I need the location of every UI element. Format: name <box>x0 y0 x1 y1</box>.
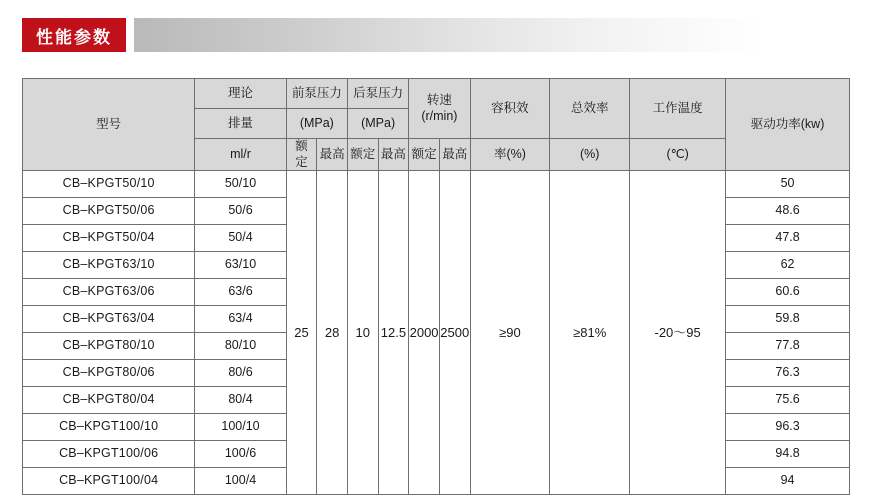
cell-model: CB–KPGT100/04 <box>23 468 195 495</box>
header-volumetric-efficiency-line1: 容积效 <box>470 79 550 139</box>
cell-displacement: 100/4 <box>195 468 286 495</box>
spec-table-container <box>22 78 850 495</box>
cell-front-max: 28 <box>317 171 348 495</box>
header-volumetric-efficiency-line2: 率(%) <box>470 139 550 171</box>
cell-displacement: 63/6 <box>195 279 286 306</box>
cell-drive-power: 76.3 <box>726 360 850 387</box>
cell-displacement: 80/4 <box>195 387 286 414</box>
cell-model: CB–KPGT50/10 <box>23 171 195 198</box>
cell-speed-rated: 2000 <box>409 171 440 495</box>
cell-drive-power: 60.6 <box>726 279 850 306</box>
cell-work-temp: -20～95 <box>630 171 726 495</box>
cell-drive-power: 50 <box>726 171 850 198</box>
cell-drive-power: 96.3 <box>726 414 850 441</box>
cell-volumetric-efficiency: ≥90 <box>470 171 550 495</box>
header-displacement-line1: 理论 <box>195 79 286 109</box>
header-work-temp-line2: (℃) <box>630 139 726 171</box>
cell-drive-power: 94 <box>726 468 850 495</box>
cell-displacement: 63/10 <box>195 252 286 279</box>
cell-drive-power: 48.6 <box>726 198 850 225</box>
cell-total-efficiency: ≥81% <box>550 171 630 495</box>
cell-drive-power: 77.8 <box>726 333 850 360</box>
cell-drive-power: 59.8 <box>726 306 850 333</box>
cell-displacement: 50/6 <box>195 198 286 225</box>
cell-model: CB–KPGT63/04 <box>23 306 195 333</box>
cell-front-rated: 25 <box>286 171 317 495</box>
header-work-temp-line1: 工作温度 <box>630 79 726 139</box>
table-body <box>23 171 850 495</box>
cell-model: CB–KPGT50/04 <box>23 225 195 252</box>
table-head <box>23 79 850 171</box>
cell-model: CB–KPGT100/10 <box>23 414 195 441</box>
header-front-pressure-line1: 前泵压力 <box>286 79 347 109</box>
cell-model: CB–KPGT80/06 <box>23 360 195 387</box>
header-displacement-unit: ml/r <box>195 139 286 171</box>
cell-rear-max: 12.5 <box>378 171 409 495</box>
cell-displacement: 100/6 <box>195 441 286 468</box>
section-title-badge: 性能参数 <box>22 18 126 52</box>
cell-rear-rated: 10 <box>347 171 378 495</box>
header-rear-max: 最高 <box>378 139 409 171</box>
header-front-rated-char1: 额 <box>295 139 308 153</box>
cell-model: CB–KPGT63/10 <box>23 252 195 279</box>
cell-model: CB–KPGT50/06 <box>23 198 195 225</box>
header-total-efficiency-line1: 总效率 <box>550 79 630 139</box>
header-speed: 转速(r/min) <box>409 79 470 139</box>
header-rear-pressure-line1: 后泵压力 <box>347 79 408 109</box>
table-row <box>23 171 850 198</box>
header-front-rated <box>286 139 317 171</box>
cell-model: CB–KPGT80/04 <box>23 387 195 414</box>
header-rear-rated: 额定 <box>347 139 378 171</box>
header-front-rated-char2: 定 <box>295 154 308 169</box>
cell-displacement: 80/6 <box>195 360 286 387</box>
header-front-max: 最高 <box>317 139 348 171</box>
cell-drive-power: 47.8 <box>726 225 850 252</box>
header-row-1 <box>23 79 850 109</box>
cell-drive-power: 94.8 <box>726 441 850 468</box>
header-displacement-line2: 排量 <box>195 109 286 139</box>
cell-model: CB–KPGT63/06 <box>23 279 195 306</box>
cell-model: CB–KPGT80/10 <box>23 333 195 360</box>
cell-displacement: 50/4 <box>195 225 286 252</box>
header-gradient-rule <box>134 18 850 52</box>
header-speed-rated: 额定 <box>409 139 440 171</box>
cell-displacement: 50/10 <box>195 171 286 198</box>
cell-drive-power: 75.6 <box>726 387 850 414</box>
cell-drive-power: 62 <box>726 252 850 279</box>
cell-displacement: 80/10 <box>195 333 286 360</box>
header-rear-pressure-line2: (MPa) <box>347 109 408 139</box>
performance-parameters-table <box>22 78 850 495</box>
header-speed-max: 最高 <box>439 139 470 171</box>
header-model: 型号 <box>23 79 195 171</box>
cell-model: CB–KPGT100/06 <box>23 441 195 468</box>
cell-speed-max: 2500 <box>439 171 470 495</box>
cell-displacement: 100/10 <box>195 414 286 441</box>
cell-displacement: 63/4 <box>195 306 286 333</box>
header-drive-power: 驱动功率(kw) <box>726 79 850 171</box>
section-header <box>22 18 850 52</box>
header-front-pressure-line2: (MPa) <box>286 109 347 139</box>
header-total-efficiency-line2: (%) <box>550 139 630 171</box>
